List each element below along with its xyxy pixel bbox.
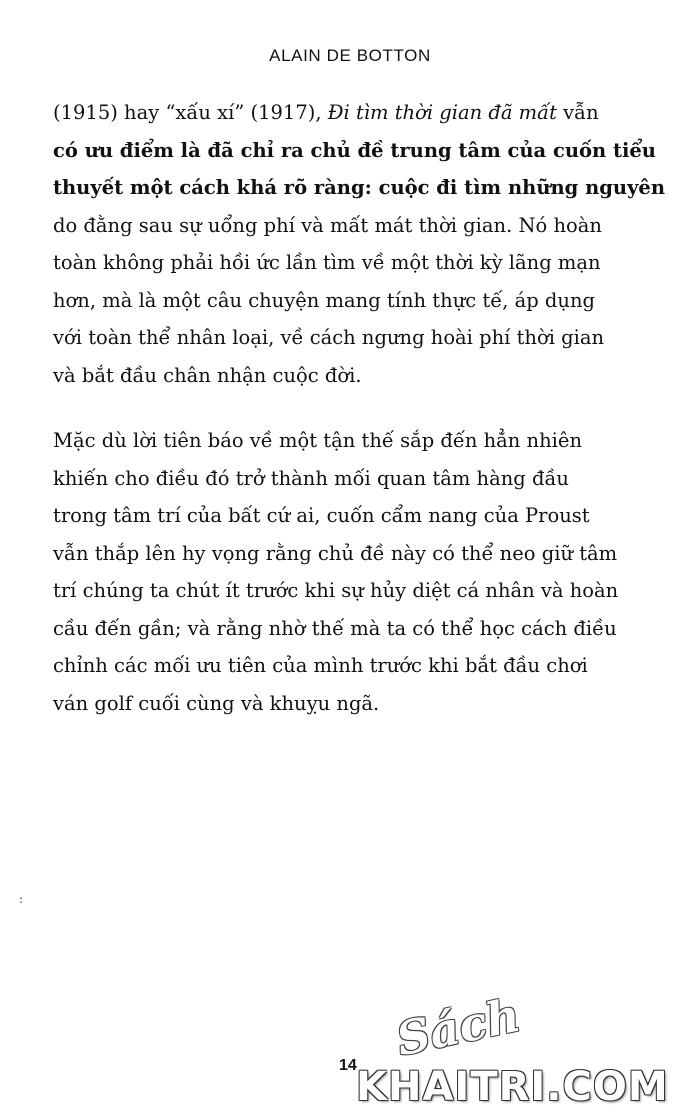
text-segment: vẫn: [556, 101, 599, 124]
text-line: [53, 497, 673, 535]
text-line: [53, 244, 673, 282]
text-line: [53, 572, 673, 610]
watermark-logo: [356, 987, 686, 1110]
text-segment: có ưu điểm là đã chỉ ra chủ đề trung tâm của cuốn tiểu: [53, 138, 656, 162]
paragraph-1: [53, 94, 673, 394]
text-segment: thuyết một cách khá rõ ràng: cuộc đi tìm những nguyên: [53, 176, 665, 199]
page-number: 14: [339, 1057, 357, 1074]
text-line: [53, 357, 673, 395]
text-segment: hơn, mà là một câu chuyện mang tính thực tế, áp dụng: [53, 288, 595, 312]
text-segment: trong tâm trí của bất cứ ai, cuốn cẩm nang của Proust: [53, 504, 590, 527]
watermark-main-text: KHAITRI.COM: [356, 1064, 669, 1110]
text-line: [53, 647, 673, 685]
text-segment: Mặc dù lời tiên báo về một tận thế sắp đến hẳn nhiên: [53, 429, 583, 452]
text-line: [53, 685, 673, 723]
running-header: ALAIN DE BOTTON: [269, 46, 431, 65]
text-segment: cầu đến gần; và rằng nhờ thế mà ta có thể học cách điều: [53, 616, 617, 640]
book-title-italic: Đi tìm thời gian đã mất: [327, 101, 557, 124]
text-line: [53, 282, 673, 320]
text-segment: vẫn thắp lên hy vọng rằng chủ đề này có thể neo giữ tâm: [53, 541, 618, 565]
paragraph-2: [53, 422, 673, 722]
text-segment: khiến cho điều đó trở thành mối quan tâm hàng đầu: [53, 466, 569, 490]
text-segment: toàn không phải hồi ức lần tìm về một thời kỳ lãng mạn: [53, 251, 601, 274]
text-segment: và bắt đầu chân nhận cuộc đời.: [53, 363, 362, 387]
text-line: [53, 422, 673, 460]
text-segment: ván golf cuối cùng và khuỵu ngã.: [53, 691, 380, 715]
text-line: [53, 535, 673, 573]
text-line: [53, 132, 673, 170]
text-segment: với toàn thể nhân loại, về cách ngưng hoài phí thời gian: [53, 326, 605, 349]
text-line: [53, 610, 673, 648]
text-line: [53, 319, 673, 357]
watermark-script-text: Sách: [391, 987, 525, 1067]
text-segment: chỉnh các mối ưu tiên của mình trước khi bắt đầu chơi: [53, 654, 588, 677]
stray-mark: :: [19, 892, 24, 906]
text-line: [53, 460, 673, 498]
text-segment: trí chúng ta chút ít trước khi sự hủy diệt cá nhân và hoàn: [53, 579, 619, 602]
text-line: [53, 207, 673, 245]
text-line: [53, 94, 673, 132]
text-segment: do đằng sau sự uổng phí và mất mát thời gian. Nó hoàn: [53, 213, 602, 237]
text-line: [53, 169, 673, 207]
text-segment: (1915) hay “xấu xí” (1917),: [53, 101, 328, 124]
